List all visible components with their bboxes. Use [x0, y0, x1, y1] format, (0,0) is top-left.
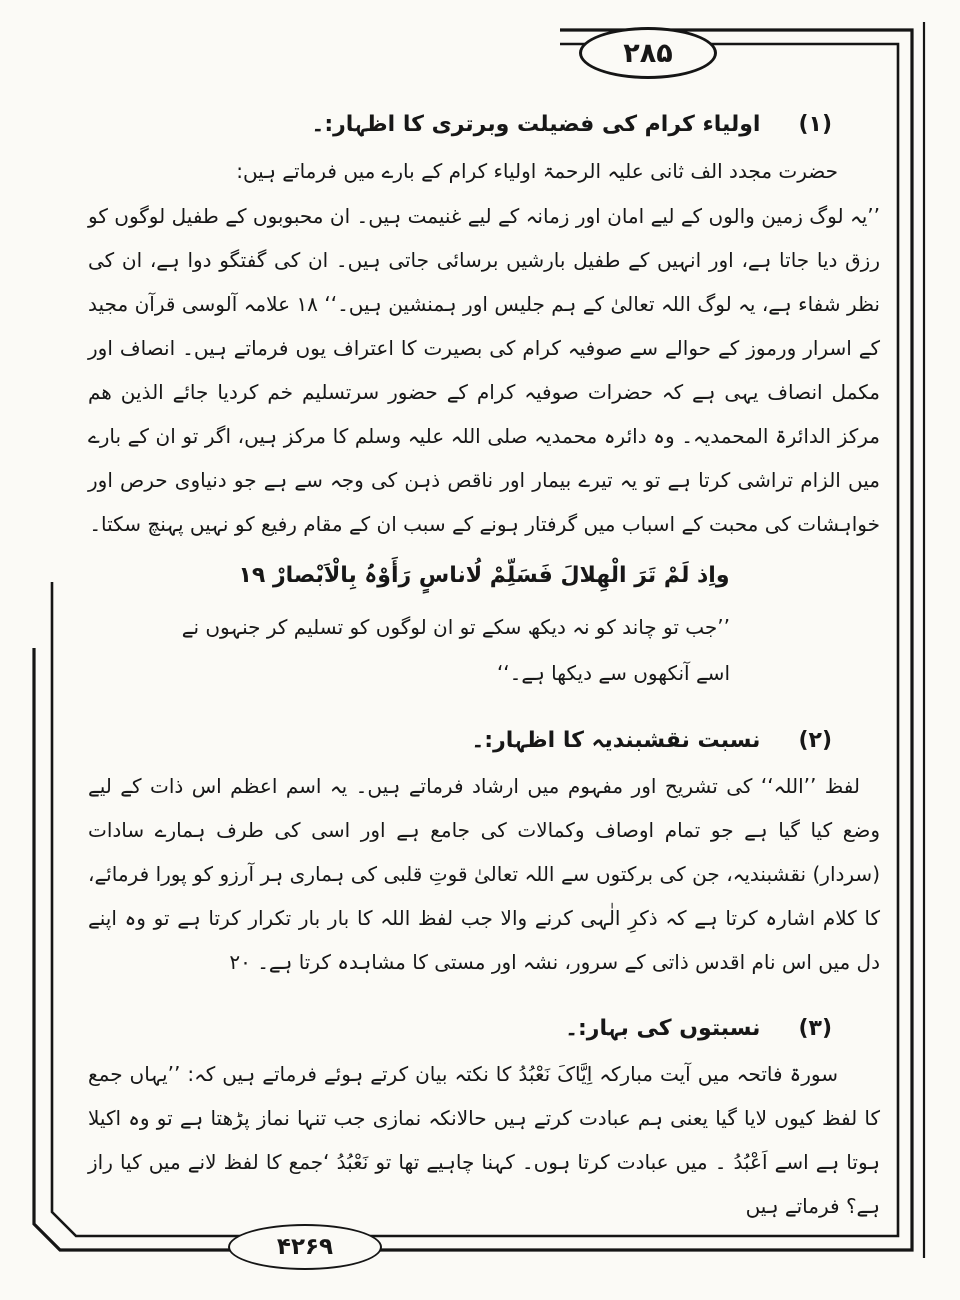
section-2-heading — [88, 718, 880, 764]
section-3-heading — [88, 1006, 880, 1052]
section-1-heading — [88, 102, 880, 148]
section-2-number: (۲) — [798, 728, 832, 753]
section-2-title: نسبت نقشبندیہ کا اظہار:۔ — [471, 728, 761, 753]
section-3-title: نسبتوں کی بہار:۔ — [565, 1016, 761, 1041]
page-content — [88, 102, 880, 1228]
section-1-number: (۱) — [798, 112, 832, 137]
section-1-title: اولیاء کرام کی فضیلت وبرتری کا اظہار:۔ — [311, 112, 761, 137]
section-3-number: (۳) — [798, 1016, 832, 1041]
section-3-body: سورۃ فاتحہ میں آیت مبارکہ اِیَّاکَ نَعْبُدُ کا نکتہ بیان کرتے ہوئے فرماتے ہیں کہ: ’’یہاں جمع کا لفظ کیوں لایا گیا یعنی ہم عبادت کرتے ہیں حالانکہ نمازی جب تنہا نماز پڑھتا ہے تو وہ اکیلا ہوتا ہے اسے اَعْبُدُ ۔ میں عبادت کرتا ہوں۔ کہنا چاہیے تھا تو نَعْبُدُ ‘جمع کا لفظ لانے میں کیا راز ہے؟ فرماتے ہیں — [88, 1062, 880, 1218]
page-number-badge-bottom — [228, 1224, 382, 1270]
section-1-body: ’’یہ لوگ زمین والوں کے لیے امان اور زمانہ کے لیے غنیمت ہیں۔ ان محبوبوں کے طفیل لوگوں کو رزق دیا جاتا ہے، اور انہیں کے طفیل بارشیں برسائی جاتی ہیں۔ ان کی گفتگو دوا ہے، ان کی نظر شفاء ہے، یہ لوگ اللہ تعالیٰ کے ہم جلیس اور ہمنشین ہیں۔‘‘ ۱۸ علامہ آلوسی قرآن مجید کے اسرار ورموز کے حوالے سے صوفیہ کرام کی بصیرت کا اعتراف یوں فرماتے ہیں۔ انصاف اور مکمل انصاف یہی ہے کہ حضرات صوفیہ کرام کے حضور سرتسلیم خم کردیا جائے الذین ھم مرکز الدائرۃ المحمدیہ۔ وہ دائرہ محمدیہ صلی اللہ علیہ وسلم کا مرکز ہیں، اگر تو ان کے بارے میں الزام تراشی کرتا ہے تو یہ تیرے بیمار اور ناقص ذہن کی وجہ سے ہے جو دنیاوی حرص اور خواہشات کی محبت کے اسباب میں گرفتار ہونے کے سبب ان کے مقام رفیع کو نہیں پہنچ سکتا۔ — [88, 204, 880, 536]
page-number-bottom: ۴۲۶۹ — [276, 1234, 334, 1260]
section-2-body: لفظ ’’اللہ‘‘ کی تشریح اور مفہوم میں ارشاد فرماتے ہیں۔ یہ اسم اعظم اس ذات کے لیے وضع کیا گیا ہے جو تمام اوصاف وکمالات کی جامع ہے اور اسی کی طرف ہمارے سادات (سردار) نقشبندیہ، جن کی برکتوں سے اللہ تعالیٰ قوتِ قلبی کی ہماری ہر آرزو کو پورا فرمائے، کا کلام اشارہ کرتا ہے کہ ذکرِ الٰہی کرنے والا جب لفظ اللہ کا بار بار تکرار کرتا ہے تو وہ اپنے دل میں اس نام اقدس ذاتی کے سرور، نشہ اور مستی کا مشاہدہ کرتا ہے۔ ۲۰ — [88, 774, 880, 974]
page-number-badge-top — [579, 27, 717, 79]
section-1-intro: حضرت مجدد الف ثانی علیہ الرحمۃ اولیاء کرام کے بارے میں فرماتے ہیں: — [236, 159, 838, 183]
arabic-verse: واِذ لَمْ تَرَ الْھِلالَ فَسَلِّمْ لُاناسٍ رَأَوْہُ بِالْاَبْصارْ ۱۹ — [238, 563, 730, 588]
verse-translation: ’’جب تو چاند کو نہ دیکھ سکے تو ان لوگوں کو تسلیم کر جنہوں نے اسے آنکھوں سے دیکھا ہے۔‘‘ — [181, 615, 730, 685]
page-number-top: ۲۸۵ — [623, 37, 673, 69]
